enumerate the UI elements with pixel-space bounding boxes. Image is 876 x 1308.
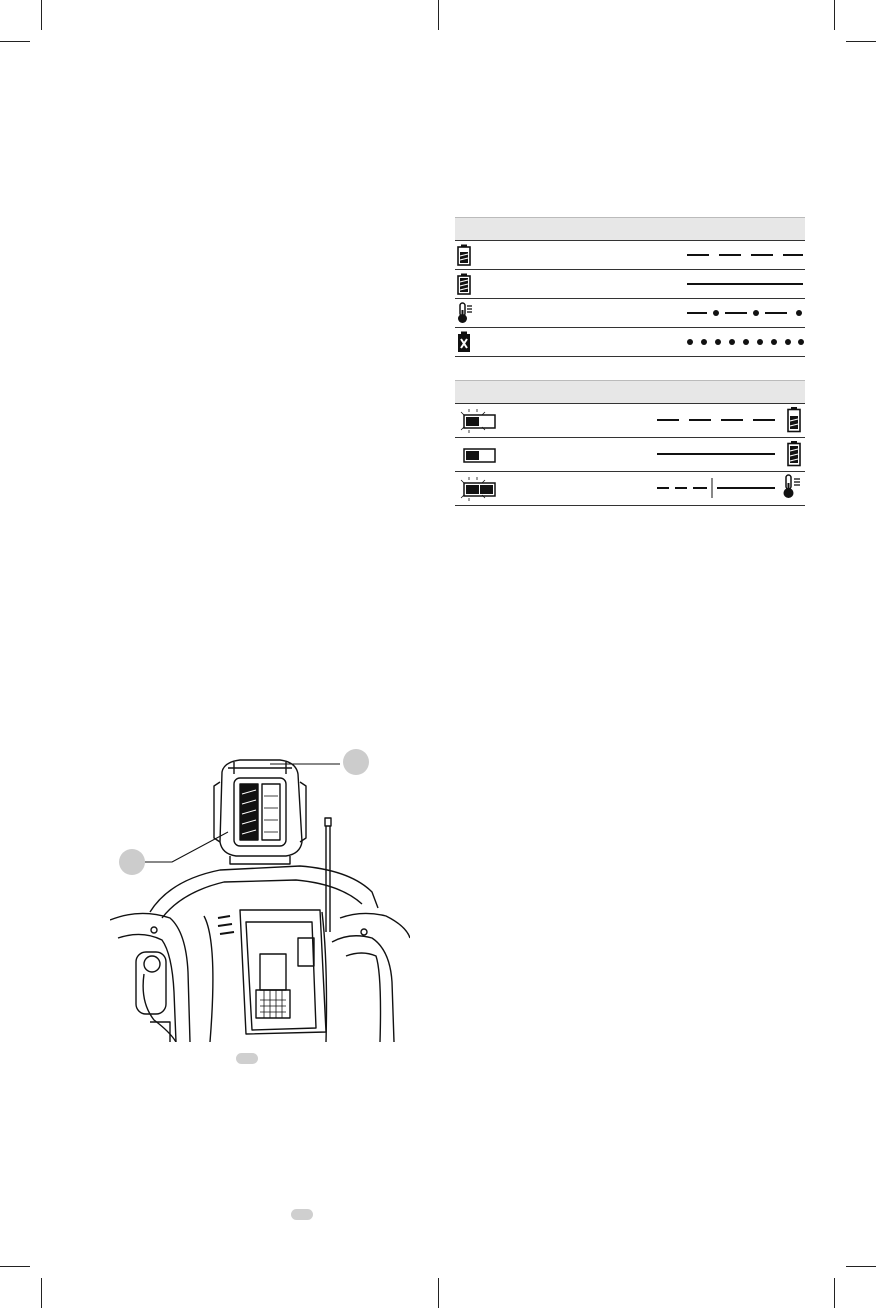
crop-mark [438,0,439,30]
pattern-dashes-then-solid [655,472,805,505]
pattern-dash-dot [685,299,805,327]
thermometer-icon [457,302,473,324]
table-header [455,217,805,241]
page-number-pill [291,1209,313,1220]
pattern-dots [685,328,805,356]
table-row [455,241,805,270]
figure-label-pill [236,1053,258,1064]
table-row [455,328,805,357]
blinking-left-indicator-icon [457,406,499,436]
radio-body [110,866,410,1042]
crop-mark [438,1278,439,1308]
charger-indicator-table [455,217,805,357]
crop-mark [41,1278,42,1308]
crop-mark [41,0,42,30]
steady-left-indicator-icon [457,440,499,470]
table-row [455,472,805,506]
pattern-long-dashes [685,241,805,269]
table-header [455,380,805,404]
blinking-both-indicator-icon [457,474,499,504]
crop-mark [846,41,876,42]
thermometer-icon [784,475,801,498]
antenna [325,818,331,932]
crop-mark [834,1278,835,1308]
pattern-long-dashes [655,404,805,437]
table-row [455,404,805,438]
battery-charging-icon [788,407,800,432]
table-row [455,299,805,328]
callout-circle [343,749,369,775]
table-row [455,438,805,472]
battery-full-icon [788,441,800,466]
battery-replace-icon [457,331,471,353]
crop-mark [846,1266,876,1267]
battery-full-icon [457,273,471,295]
battery-pack [214,760,306,864]
table-row [455,270,805,299]
crop-mark [0,41,30,42]
callout-circle [119,849,145,875]
crop-mark [0,1266,30,1267]
battery-charging-icon [457,244,471,266]
radio-indicator-table [455,380,805,506]
crop-mark [834,0,835,30]
pattern-solid-line [685,270,805,298]
pattern-solid-line [655,438,805,471]
battery-installation-illustration [110,742,410,1047]
